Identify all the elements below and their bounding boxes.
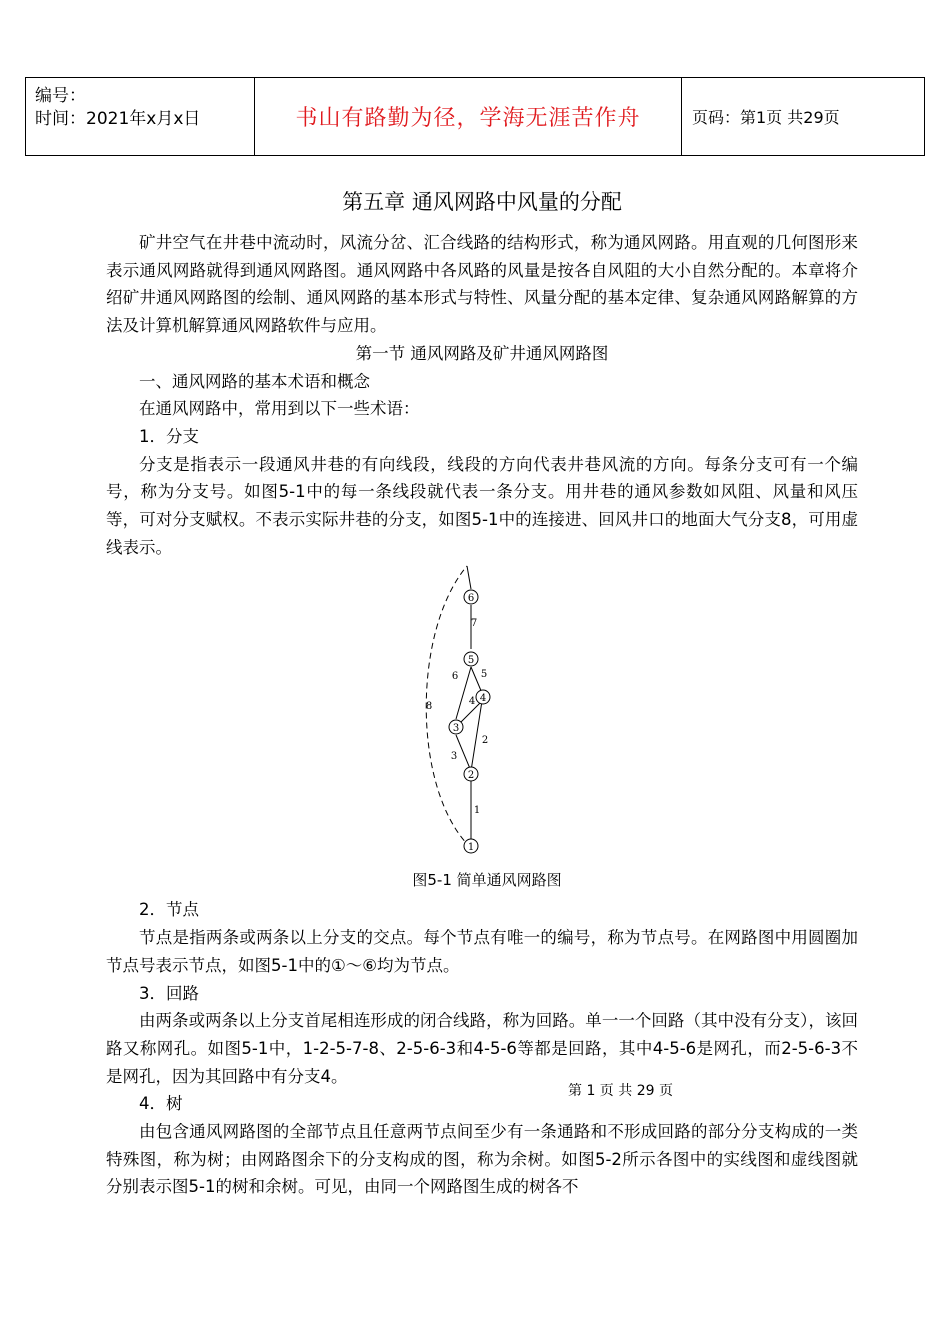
term-tree-text: 由包含通风网路图的全部节点且任意两节点间至少有一条通路和不形成回路的部分分支构成的一类特殊图，称为树；由网路图余下的分支构成的图，称为余树。如图5-2所示各图中的实线图和虚线图就分别表示图5-1的树和余树。可见，由同一个网路图生成的树各不 (106, 1122, 858, 1197)
page-header (25, 77, 925, 156)
header-motto-cell (254, 78, 681, 155)
section-title: 第一节 通风网路及矿井通风网路图 (355, 343, 609, 363)
branch-label-1: 1 (473, 805, 481, 817)
term-branch-title: 1．分支 (139, 426, 199, 446)
branch-8-dashed-line (426, 566, 471, 848)
branch-6-line (456, 667, 471, 719)
branch-label-5: 5 (480, 669, 488, 681)
intro-paragraph: 矿井空气在井巷中流动时，风流分岔、汇合线路的结构形式，称为通风网路。用直观的几何图形来表示通风网路就得到通风网路图。通风网路中各风路的风量是按各自风阻的大小自然分配的。本章将介绍矿井通风网路图的绘制、通风网路的基本形式与特性、风量分配的基本定律、复杂通风网路解算的方法及计算机解算通风网路软件与应用。 (106, 233, 858, 336)
header-time-label: 时间：2021年x月x日 (35, 109, 201, 129)
branch-label-7: 7 (470, 618, 478, 630)
branch-3-line (456, 735, 471, 771)
chapter-title: 第五章 通风网路中风量的分配 (342, 190, 622, 214)
branch-label-8: 8 (425, 701, 433, 713)
figure-caption: 图5-1 简单通风网路图 (412, 871, 562, 890)
node-label-4: 4 (479, 693, 487, 705)
header-page-code: 页码：第1页 共29页 (692, 108, 840, 127)
network-diagram-graphic (426, 566, 490, 853)
node-label-1: 1 (467, 842, 475, 854)
page-footer-number: 第 1 页 共 29 页 (568, 1083, 673, 1099)
term-tree-title: 4．树 (139, 1094, 183, 1114)
node-label-2: 2 (467, 770, 475, 782)
header-number-label: 编号： (35, 86, 86, 106)
term-node-text: 节点是指两条或两条以上分支的交点。每个节点有唯一的编号，称为节点号。在网路图中用圆圈加节点号表示节点，如图5-1中的①～⑥均为节点。 (106, 928, 858, 975)
term-branch-text: 分支是指表示一段通风井巷的有向线段，线段的方向代表井巷风流的方向。每条分支可有一个编号，称为分支号。如图5-1中的每一条线段就代表一条分支。用井巷的通风参数如风阻、风量和风压等，可对分支赋权。不表示实际井巷的分支，如图5-1中的连接进、回风井口的地面大气分支8，可用虚线表示。 (106, 454, 858, 557)
branch-label-4: 4 (468, 696, 476, 708)
document-body (106, 186, 858, 1201)
subsection-text: 在通风网路中，常用到以下一些术语： (139, 399, 420, 419)
branch-2-line (471, 701, 482, 771)
term-node-title: 2．节点 (139, 900, 199, 920)
node-label-6: 6 (467, 593, 475, 605)
branch-label-2: 2 (481, 735, 489, 747)
branch-label-6: 6 (451, 671, 459, 683)
header-motto: 书山有路勤为径，学海无涯苦作舟 (295, 106, 641, 131)
header-info-cell (25, 78, 254, 155)
top-tick-line (467, 566, 471, 589)
branch-label-3: 3 (450, 751, 458, 763)
term-loop-title: 3．回路 (139, 983, 199, 1003)
network-diagram (422, 561, 542, 859)
node-label-3: 3 (452, 723, 460, 735)
header-page-cell (681, 78, 925, 155)
term-loop-text: 由两条或两条以上分支首尾相连形成的闭合线路，称为回路。单一一个回路（其中没有分支），该回路又称网孔。如图5-1中，1-2-5-7-8、2-5-6-3和4-5-6等都是回路，其中4-5-6是网孔，而2-5-6-3不是网孔，因为其回路中有分支4。 (106, 1011, 858, 1086)
node-label-5: 5 (467, 655, 475, 667)
subsection-heading: 一、通风网路的基本术语和概念 (139, 371, 370, 391)
